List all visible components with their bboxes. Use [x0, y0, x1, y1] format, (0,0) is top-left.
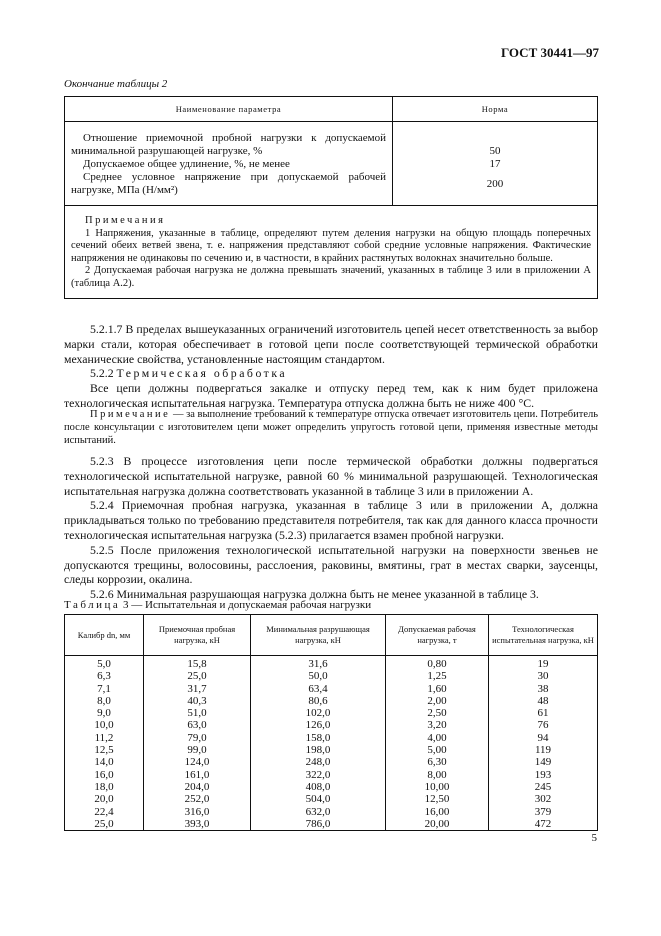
table-cell: 7,1	[65, 683, 144, 695]
table-cell: 2,50	[386, 707, 489, 719]
table3-title	[64, 599, 371, 611]
table-row	[65, 806, 598, 818]
table-row	[65, 781, 598, 793]
table-row	[65, 670, 598, 682]
table-cell: 30	[489, 670, 598, 682]
table-cell: 248,0	[251, 756, 386, 768]
table-cell: 102,0	[251, 707, 386, 719]
table-cell: 204,0	[144, 781, 251, 793]
table-cell: 22,4	[65, 806, 144, 818]
table-cell: 6,30	[386, 756, 489, 768]
table-cell: 252,0	[144, 793, 251, 805]
table2-norm-1: 50	[489, 145, 501, 157]
table-cell: 38	[489, 683, 598, 695]
table2-norm-3: 200	[486, 178, 504, 190]
table-3	[64, 614, 598, 831]
table-cell: 632,0	[251, 806, 386, 818]
table-cell: 79,0	[144, 732, 251, 744]
table-cell: 0,80	[386, 656, 489, 671]
note-label: Примечание	[90, 409, 171, 420]
table-2	[64, 96, 598, 299]
table-cell: 14,0	[65, 756, 144, 768]
table-cell: 63,4	[251, 683, 386, 695]
table-cell: 40,3	[144, 695, 251, 707]
table-cell: 16,0	[65, 769, 144, 781]
table-cell: 99,0	[144, 744, 251, 756]
table-row	[65, 818, 598, 831]
table2-note-2: 2 Допускаемая рабочая нагрузка не должна превышать значений, указанных в таблице 3 или в приложении А (таблица А.2).	[71, 265, 591, 289]
table-row	[65, 707, 598, 719]
table2-norms-cell	[393, 122, 598, 206]
table-cell: 119	[489, 744, 598, 756]
table3-label: Таблица	[64, 599, 121, 611]
table-cell: 12,50	[386, 793, 489, 805]
table-cell: 245	[489, 781, 598, 793]
table3-col-proof-load: Приемочная пробная нагрузка, кН	[144, 615, 251, 656]
table-cell: 2,00	[386, 695, 489, 707]
paragraph-5-2-6: 5.2.6 Минимальная разрушающая нагрузка должна быть не менее указанной в таблице 3.	[90, 587, 539, 602]
table-cell: 504,0	[251, 793, 386, 805]
table2-col-norm: Норма	[393, 97, 598, 122]
table-cell: 15,8	[144, 656, 251, 671]
table-cell: 12,5	[65, 744, 144, 756]
table-cell: 16,00	[386, 806, 489, 818]
table2-param-3: Среднее условное напряжение при допускаемой рабочей нагрузке, МПа (Н/мм²)	[71, 171, 386, 196]
table-cell: 158,0	[251, 732, 386, 744]
table2-norm-2: 17	[489, 158, 501, 170]
table-cell: 4,00	[386, 732, 489, 744]
table-cell: 393,0	[144, 818, 251, 831]
table3-col-manufacturing-load: Технологическая испытательная нагрузка, кН	[489, 615, 598, 656]
table-cell: 8,00	[386, 769, 489, 781]
table-cell: 61	[489, 707, 598, 719]
table-cell: 76	[489, 719, 598, 731]
table2-notes	[65, 206, 598, 299]
table2-param-2: Допускаемое общее удлинение, %, не менее	[83, 158, 290, 170]
table-cell: 198,0	[251, 744, 386, 756]
table-cell: 126,0	[251, 719, 386, 731]
table-row	[65, 683, 598, 695]
table-cell: 10,00	[386, 781, 489, 793]
table-cell: 472	[489, 818, 598, 831]
table-cell: 149	[489, 756, 598, 768]
table2-params-cell	[65, 122, 393, 206]
paragraph-5-2-2: Все цепи должны подвергаться закалке и отпуску перед тем, как к ним будет приложена технологическая испытательная нагрузка. Температура отпуска должна быть не ниже 400 °С.	[64, 381, 598, 410]
table-cell: 379	[489, 806, 598, 818]
table-cell: 5,00	[386, 744, 489, 756]
table2-col-param: Наименование параметра	[65, 97, 393, 122]
paragraph-5-2-5: 5.2.5 После приложения технологической испытательной нагрузки на поверхности звеньев не допускаются трещины, волосовины, расслоения, раковины, вмятины, грат в местах сварки, заусенцы, следы коррозии, окалина.	[64, 542, 598, 587]
table-cell: 50,0	[251, 670, 386, 682]
paragraph-5-2-1-7: 5.2.1.7 В пределах вышеуказанных ограничений изготовитель цепей несет ответственность за выбор марки стали, которая обеспечивает в готовой цепи после соответствующей термической обработки механические свойства, установленные настоящим стандартом.	[64, 322, 598, 366]
table-cell: 3,20	[386, 719, 489, 731]
heading-5-2-2	[64, 366, 598, 381]
table-cell: 31,7	[144, 683, 251, 695]
table-cell: 9,0	[65, 707, 144, 719]
table2-note-1: 1 Напряжения, указанные в таблице, определяют путем деления нагрузки на общую площадь поперечных сечений обеих ветвей звена, т. е. напряжения представляют собой средние условные напряжения. Фактические напряжения не одинаковы по сечению и, в частности, в крайних растянутых волокнах значительно больше.	[71, 227, 591, 264]
table-cell: 31,6	[251, 656, 386, 671]
table-cell: 18,0	[65, 781, 144, 793]
table-cell: 8,0	[65, 695, 144, 707]
table-cell: 786,0	[251, 818, 386, 831]
table-cell: 322,0	[251, 769, 386, 781]
table-cell: 124,0	[144, 756, 251, 768]
document-header: ГОСТ 30441—97	[500, 45, 599, 60]
table2-caption: Окончание таблицы 2	[64, 78, 168, 90]
section-5-2-1-7	[64, 322, 598, 411]
table-row	[65, 719, 598, 731]
table3-col-caliber: Калибр dn, мм	[65, 615, 144, 656]
page-number: 5	[591, 832, 597, 844]
table-cell: 193	[489, 769, 598, 781]
table-row	[65, 656, 598, 671]
table-cell: 1,60	[386, 683, 489, 695]
table-row	[65, 793, 598, 805]
table-cell: 316,0	[144, 806, 251, 818]
table-cell: 11,2	[65, 732, 144, 744]
table-row	[65, 744, 598, 756]
heat-treatment-note	[64, 408, 598, 447]
table-cell: 408,0	[251, 781, 386, 793]
heading-5-2-2-number: 5.2.2	[90, 366, 114, 381]
table-cell: 51,0	[144, 707, 251, 719]
table-cell: 10,0	[65, 719, 144, 731]
table-cell: 94	[489, 732, 598, 744]
table-cell: 302	[489, 793, 598, 805]
table-cell: 25,0	[144, 670, 251, 682]
table-row	[65, 756, 598, 768]
sections-5-2-3-to-5-2-6	[64, 454, 598, 602]
table-cell: 80,6	[251, 695, 386, 707]
table-row	[65, 695, 598, 707]
table-cell: 5,0	[65, 656, 144, 671]
table3-col-breaking-load: Минимальная разрушающая нагрузка, кН	[251, 615, 386, 656]
table-cell: 161,0	[144, 769, 251, 781]
table3-title-text: 3 — Испытательная и допускаемая рабочая нагрузки	[123, 599, 372, 611]
table-cell: 20,0	[65, 793, 144, 805]
table3-body	[65, 656, 598, 831]
heading-5-2-2-title: Термическая обработка	[116, 366, 288, 381]
table-cell: 63,0	[144, 719, 251, 731]
table-cell: 1,25	[386, 670, 489, 682]
paragraph-5-2-3: 5.2.3 В процессе изготовления цепи после термической обработки должны подвергаться технологической испытательной нагрузке, равной 60 % минимальной разрушающей. Технологическая испытательная нагрузка должна соответствовать указанной в таблице 3 или в приложении А.	[64, 454, 598, 498]
table-cell: 25,0	[65, 818, 144, 831]
table-row	[65, 769, 598, 781]
paragraph-5-2-4: 5.2.4 Приемочная пробная нагрузка, указанная в таблице 3 или в приложении А, должна прикладываться только по требованию представителя потребителя, так как для данного класса прочности технологическая испытательная нагрузка (5.2.3) прилагается взамен пробной нагрузки.	[64, 498, 598, 542]
note-body: — за выполнение требований к температуре отпуска отвечает изготовитель цепи. Потребитель после консультации с изготовителем цепи может определить упругость готовой цепи, применяя известные методы испытаний.	[64, 409, 599, 446]
table2-param-1: Отношение приемочной пробной нагрузки к допускаемой минимальной разрушающей нагрузке, %	[71, 132, 386, 157]
table2-notes-title: Примечания	[85, 215, 166, 226]
table-cell: 6,3	[65, 670, 144, 682]
table-cell: 19	[489, 656, 598, 671]
table-row	[65, 732, 598, 744]
table3-col-working-load: Допускаемая рабочая нагрузка, т	[386, 615, 489, 656]
table-cell: 48	[489, 695, 598, 707]
table-cell: 20,00	[386, 818, 489, 831]
